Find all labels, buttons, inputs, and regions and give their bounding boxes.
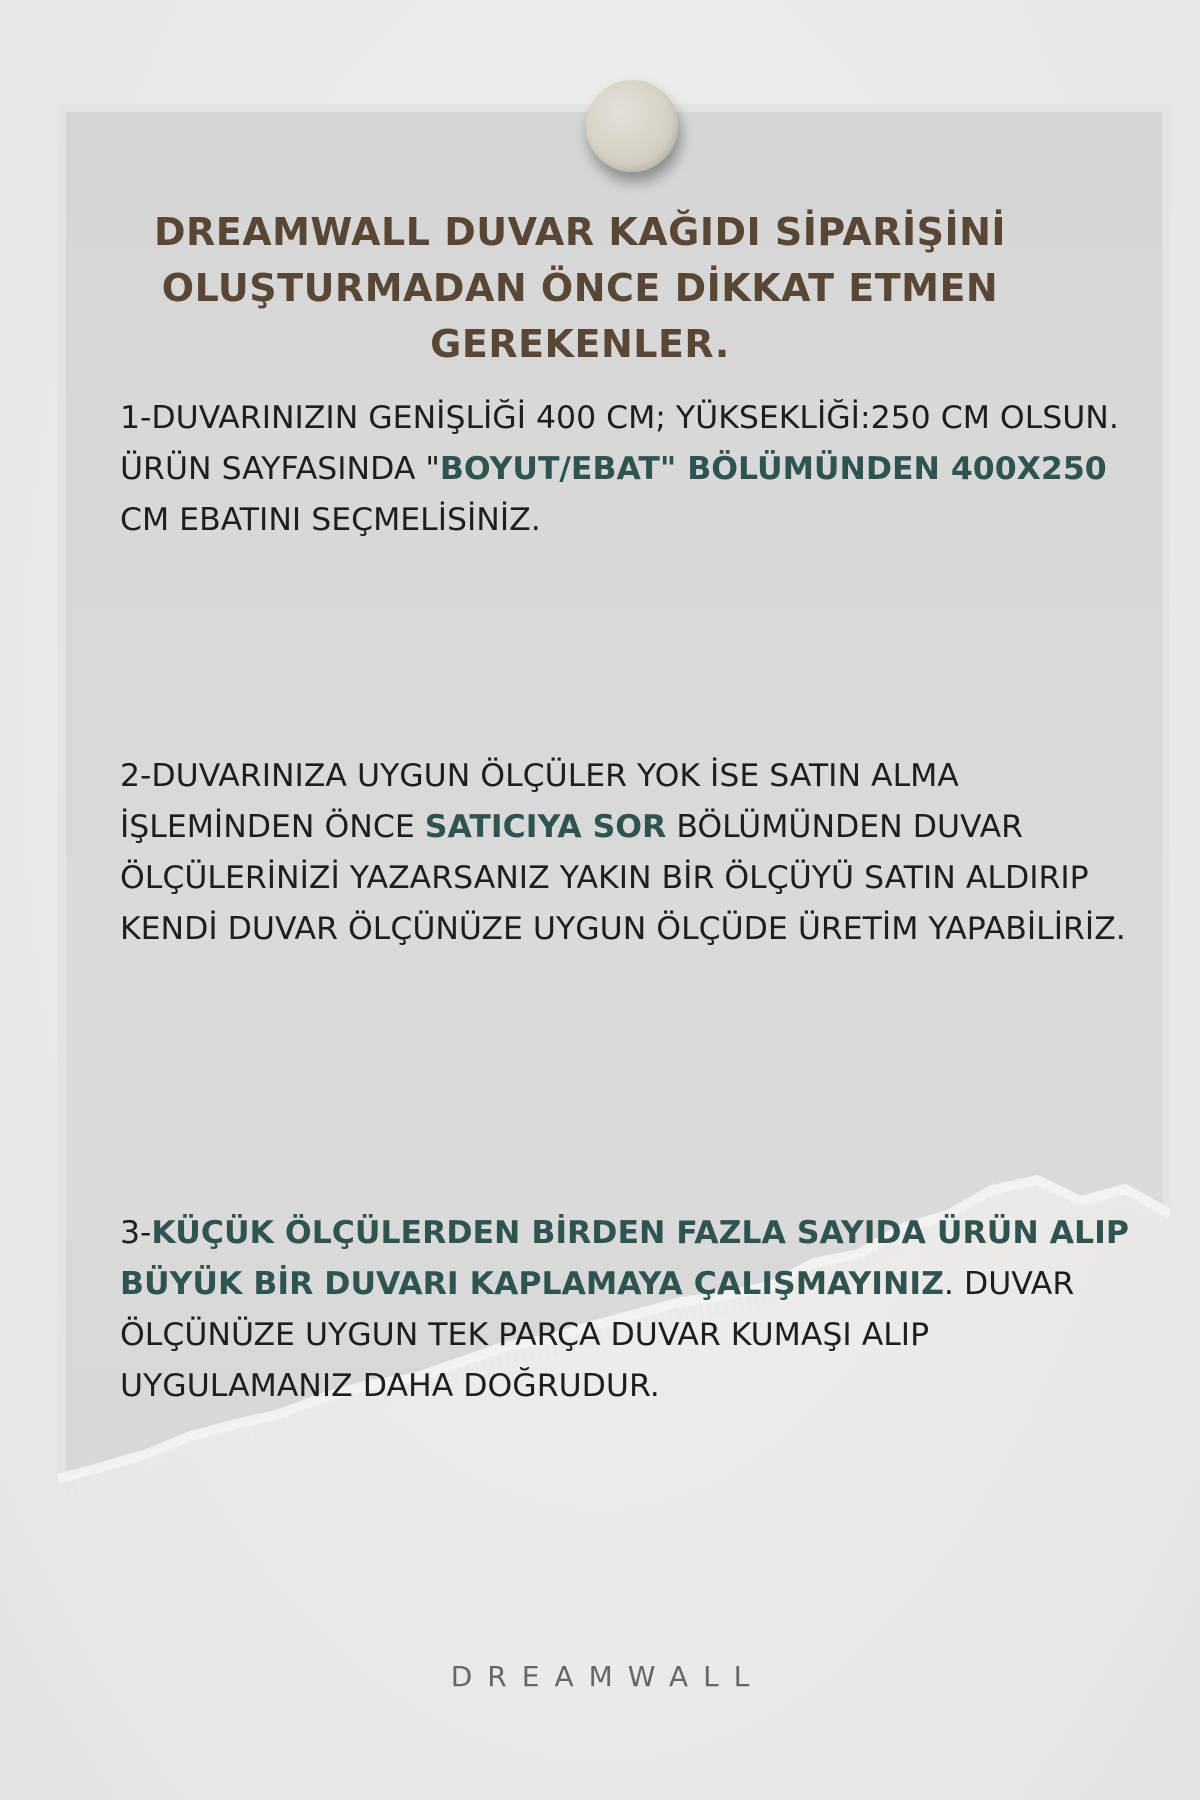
item-3-text-start: 3-	[120, 1215, 152, 1251]
push-pin-icon	[586, 80, 678, 172]
title-line-3: GEREKENLER.	[430, 322, 730, 366]
item-2-highlight: SATICIYA SOR	[424, 809, 667, 845]
item-1-text-start: 1-DUVARINIZIN GENİŞLİĞİ 400 CM; YÜKSEKLİĞİ:250 CM OLSUN. ÜRÜN SAYFASINDA "	[120, 400, 1119, 487]
item-1-text-end: CM EBATINI SEÇMELİSİNİZ.	[120, 502, 541, 538]
instruction-item-3	[120, 1208, 1140, 1412]
brand-footer: DREAMWALL	[450, 1660, 765, 1693]
page-title	[140, 204, 1020, 372]
item-3-highlight: KÜÇÜK ÖLÇÜLERDEN BİRDEN FAZLA SAYIDA ÜRÜN ALIP BÜYÜK BİR DUVARI KAPLAMAYA ÇALIŞMAYINIZ	[120, 1215, 1129, 1302]
item-1-highlight: BOYUT/EBAT" BÖLÜMÜNDEN 400X250	[439, 451, 1107, 487]
instruction-item-2	[120, 751, 1140, 955]
title-line-1: DREAMWALL DUVAR KAĞIDI SİPARİŞİNİ	[153, 210, 1007, 254]
item-3-text-end: . DUVAR ÖLÇÜNÜZE UYGUN TEK PARÇA DUVAR KUMAŞI ALIP UYGULAMANIZ DAHA DOĞRUDUR.	[120, 1266, 1075, 1404]
title-line-2: OLUŞTURMADAN ÖNCE DİKKAT ETMEN	[161, 266, 999, 310]
instruction-item-1	[120, 393, 1140, 546]
item-2-text-start: 2-DUVARINIZA UYGUN ÖLÇÜLER YOK İSE SATIN ALMA İŞLEMİNDEN ÖNCE	[120, 758, 959, 845]
item-2-text-end: BÖLÜMÜNDEN DUVAR ÖLÇÜLERİNİZİ YAZARSANIZ YAKIN BİR ÖLÇÜYÜ SATIN ALDIRIP KENDİ DUVAR ÖLÇÜNÜZE UYGUN ÖLÇÜDE ÜRETİM YAPABİLİRİZ.	[120, 809, 1126, 947]
